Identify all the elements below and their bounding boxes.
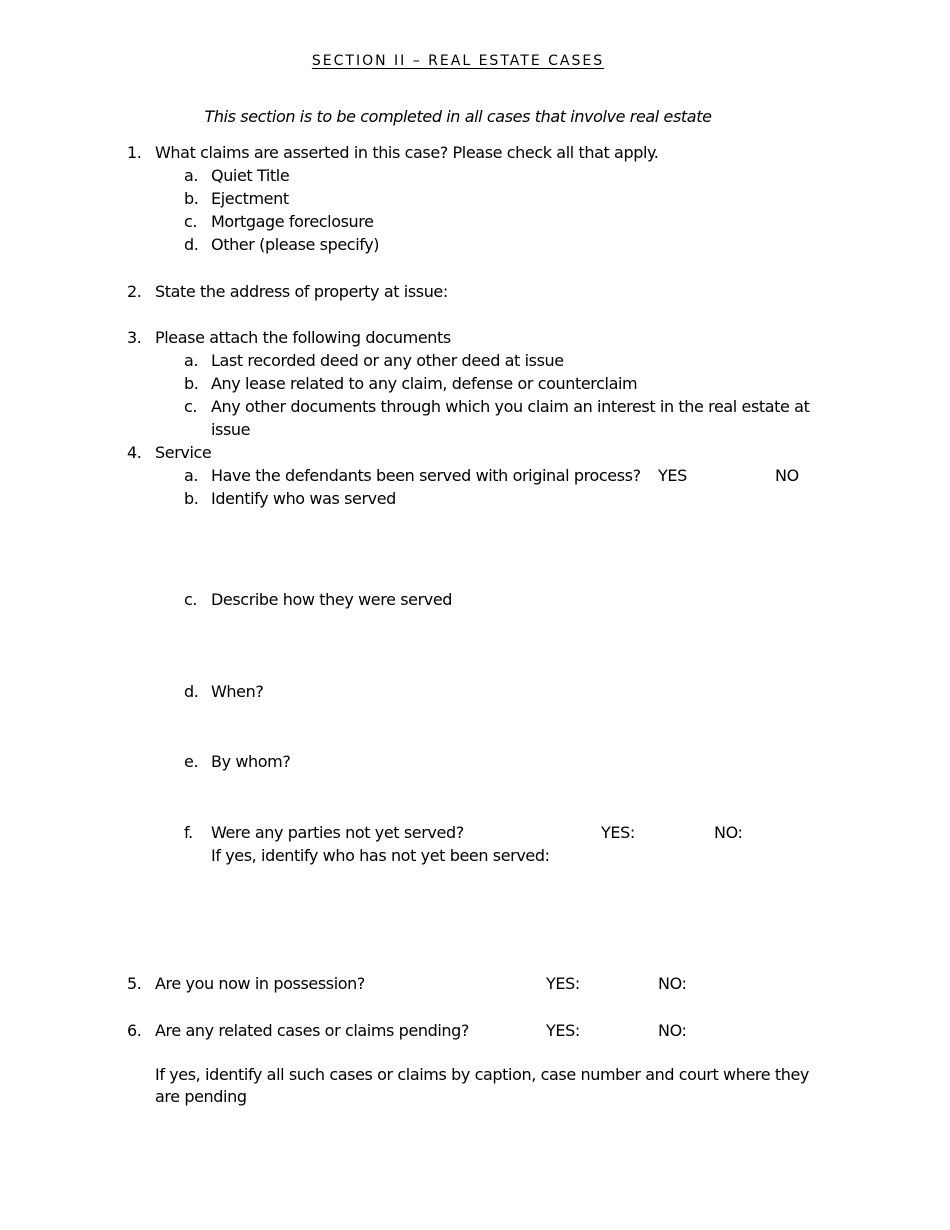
q5-no-option[interactable]: NO:: [658, 974, 687, 993]
q6-followup: If yes, identify all such cases or claims by caption, case number and court where they: [155, 1065, 809, 1084]
q1-option-mortgage-foreclosure[interactable]: Mortgage foreclosure: [211, 212, 374, 231]
q4f-letter: f.: [184, 823, 193, 842]
q5-text: Are you now in possession?: [155, 974, 365, 993]
q4f-yes-option[interactable]: YES:: [601, 823, 635, 842]
q6-yes-option[interactable]: YES:: [546, 1021, 580, 1040]
q4b-letter: b.: [184, 489, 199, 508]
q1-option-ejectment[interactable]: Ejectment: [211, 189, 289, 208]
q4c-text: Describe how they were served: [211, 590, 453, 609]
q6-number: 6.: [127, 1021, 142, 1040]
q2-text: State the address of property at issue:: [155, 282, 448, 301]
q4a-no-option[interactable]: NO: [775, 466, 799, 485]
q4f-no-option[interactable]: NO:: [714, 823, 743, 842]
section-title: SECTION II – REAL ESTATE CASES: [311, 53, 605, 69]
q3-item-deed: Last recorded deed or any other deed at issue: [211, 351, 564, 370]
q1-text: What claims are asserted in this case? Please check all that apply.: [155, 143, 659, 162]
q3-text: Please attach the following documents: [155, 328, 451, 347]
q1-option-letter: c.: [184, 212, 198, 231]
q1-number: 1.: [127, 143, 142, 162]
q3-item-letter: a.: [184, 351, 199, 370]
q4a-letter: a.: [184, 466, 199, 485]
q6-text: Are any related cases or claims pending?: [155, 1021, 469, 1040]
q3-item-other-documents: Any other documents through which you claim an interest in the real estate at: [211, 397, 810, 416]
q3-number: 3.: [127, 328, 142, 347]
q3-item-other-documents-cont: issue: [211, 420, 251, 439]
q1-option-letter: a.: [184, 166, 199, 185]
section-subtitle: This section is to be completed in all cases that involve real estate: [204, 107, 712, 126]
q4e-letter: e.: [184, 752, 199, 771]
q4d-text: When?: [211, 682, 264, 701]
q3-item-letter: b.: [184, 374, 199, 393]
q1-option-letter: b.: [184, 189, 199, 208]
q6-followup-cont: are pending: [155, 1087, 247, 1106]
q4a-text: Have the defendants been served with original process?: [211, 466, 641, 485]
q1-option-letter: d.: [184, 235, 199, 254]
q4d-letter: d.: [184, 682, 199, 701]
q1-option-quiet-title[interactable]: Quiet Title: [211, 166, 290, 185]
q4-text: Service: [155, 443, 212, 462]
q3-item-letter: c.: [184, 397, 198, 416]
q4a-yes-option[interactable]: YES: [658, 466, 687, 485]
q4e-text: By whom?: [211, 752, 291, 771]
q2-number: 2.: [127, 282, 142, 301]
q5-yes-option[interactable]: YES:: [546, 974, 580, 993]
q3-item-lease: Any lease related to any claim, defense or counterclaim: [211, 374, 638, 393]
q5-number: 5.: [127, 974, 142, 993]
q4-number: 4.: [127, 443, 142, 462]
q4b-text: Identify who was served: [211, 489, 396, 508]
q4c-letter: c.: [184, 590, 198, 609]
q1-option-other[interactable]: Other (please specify): [211, 235, 380, 254]
q4f-text: Were any parties not yet served?: [211, 823, 464, 842]
q4f-followup: If yes, identify who has not yet been served:: [211, 846, 550, 865]
q6-no-option[interactable]: NO:: [658, 1021, 687, 1040]
